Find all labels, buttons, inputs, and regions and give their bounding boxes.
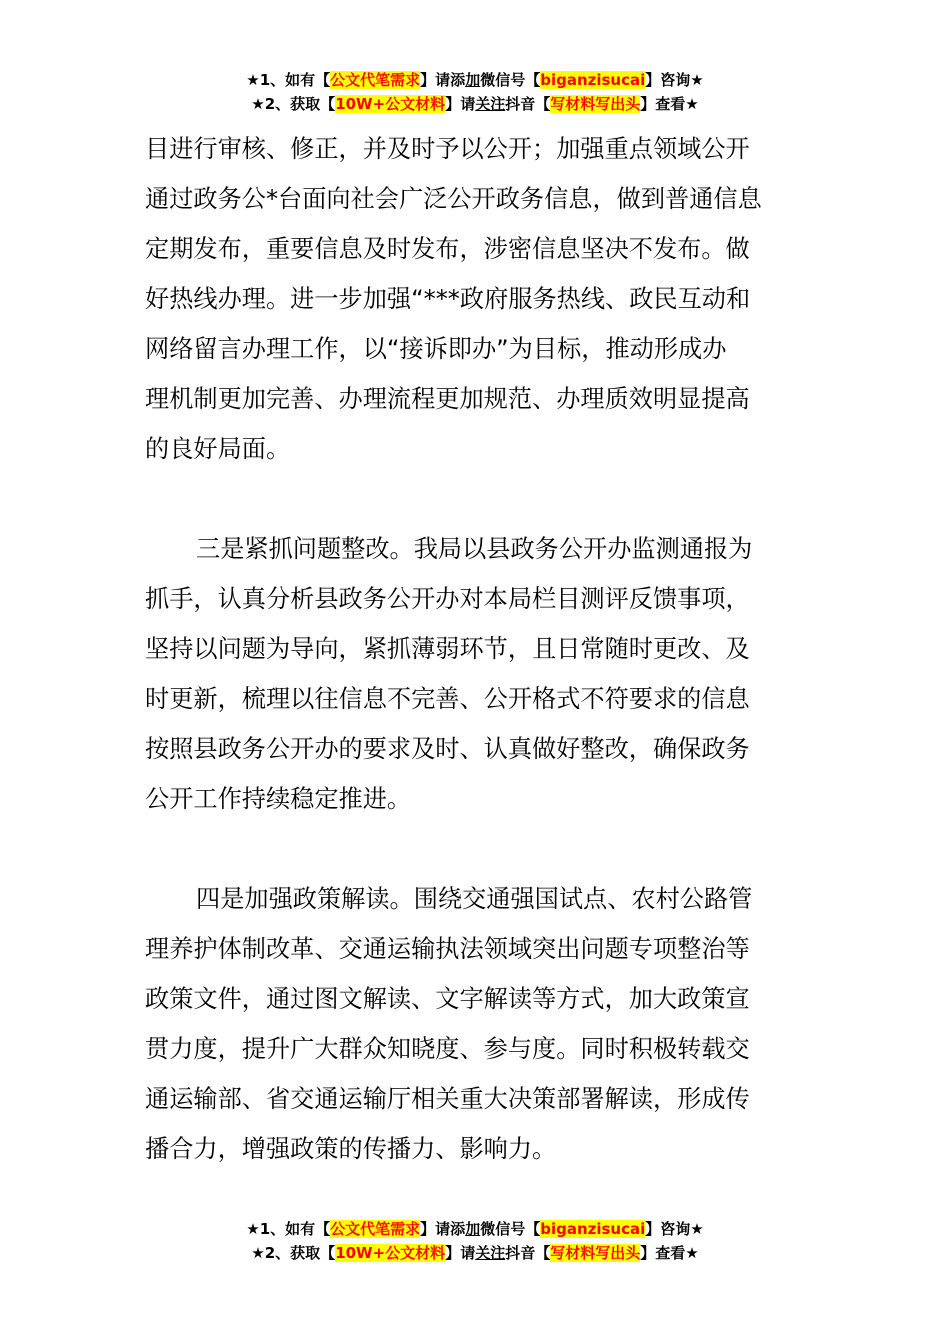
paragraph-2 xyxy=(145,524,815,824)
banner-line-1: ★1、如有【公文代笔需求】请添加微信号【biganzisucai】咨询★ xyxy=(246,71,704,89)
highlight-wechat-id: biganzisucai xyxy=(540,1220,646,1238)
highlight-wechat-id: biganzisucai xyxy=(540,71,646,89)
highlight-douyin: 写材料写出头 xyxy=(550,1244,641,1262)
text-line: 四是加强政策解读。围绕交通强国试点、农村公路管 xyxy=(196,885,753,913)
text-line: 抓手，认真分析县政务公开办对本局栏目测评反馈事项， xyxy=(145,585,750,613)
banner-line-2: ★2、获取【10W+公文材料】请关注抖音【写材料写出头】查看★ xyxy=(251,95,699,113)
text-line: 通运输部、省交通运输厅相关重大决策部署解读，形成传 xyxy=(145,1085,750,1113)
document-body xyxy=(145,124,815,1174)
highlight-service: 公文代笔需求 xyxy=(330,1220,421,1238)
banner-line-1: ★1、如有【公文代笔需求】请添加微信号【biganzisucai】咨询★ xyxy=(246,1220,704,1238)
text-line: 通过政务公*台面向社会广泛公开政务信息，做到普通信息 xyxy=(145,185,762,213)
footer-banner xyxy=(0,1217,950,1265)
text-line: 好热线办理。进一步加强“***政府服务热线、政民互动和 xyxy=(145,285,751,313)
banner-line-2: ★2、获取【10W+公文材料】请关注抖音【写材料写出头】查看★ xyxy=(251,1244,699,1262)
text-line: 时更新，梳理以往信息不完善、公开格式不符要求的信息 xyxy=(145,685,750,713)
text-line: 定期发布，重要信息及时发布，涉密信息坚决不发布。做 xyxy=(145,235,750,263)
paragraph-1 xyxy=(145,124,815,474)
text-line: 贯力度，提升广大群众知晓度、参与度。同时积极转载交 xyxy=(145,1035,750,1063)
text-line: 播合力，增强政策的传播力、影响力。 xyxy=(145,1135,557,1163)
text-line: 政策文件，通过图文解读、文字解读等方式，加大政策宣 xyxy=(145,985,750,1013)
text-line: 按照县政务公开办的要求及时、认真做好整改，确保政务 xyxy=(145,735,750,763)
text-line: 网络留言办理工作，以“接诉即办”为目标，推动形成办 xyxy=(145,335,727,363)
highlight-douyin: 写材料写出头 xyxy=(550,95,641,113)
text-line: 三是紧抓问题整改。我局以县政务公开办监测通报为 xyxy=(196,535,753,563)
text-line: 理养护体制改革、交通运输执法领域突出问题专项整治等 xyxy=(145,935,750,963)
text-line: 目进行审核、修正，并及时予以公开；加强重点领域公开 xyxy=(145,135,750,163)
text-line: 理机制更加完善、办理流程更加规范、办理质效明显提高 xyxy=(145,385,750,413)
header-banner xyxy=(0,68,950,116)
highlight-materials: 10W+公文材料 xyxy=(335,95,446,113)
highlight-service: 公文代笔需求 xyxy=(330,71,421,89)
text-line: 坚持以问题为导向，紧抓薄弱环节，且日常随时更改、及 xyxy=(145,635,750,663)
text-line: 公开工作持续稳定推进。 xyxy=(145,785,412,813)
paragraph-3 xyxy=(145,874,815,1174)
highlight-materials: 10W+公文材料 xyxy=(335,1244,446,1262)
text-line: 的良好局面。 xyxy=(145,435,291,463)
